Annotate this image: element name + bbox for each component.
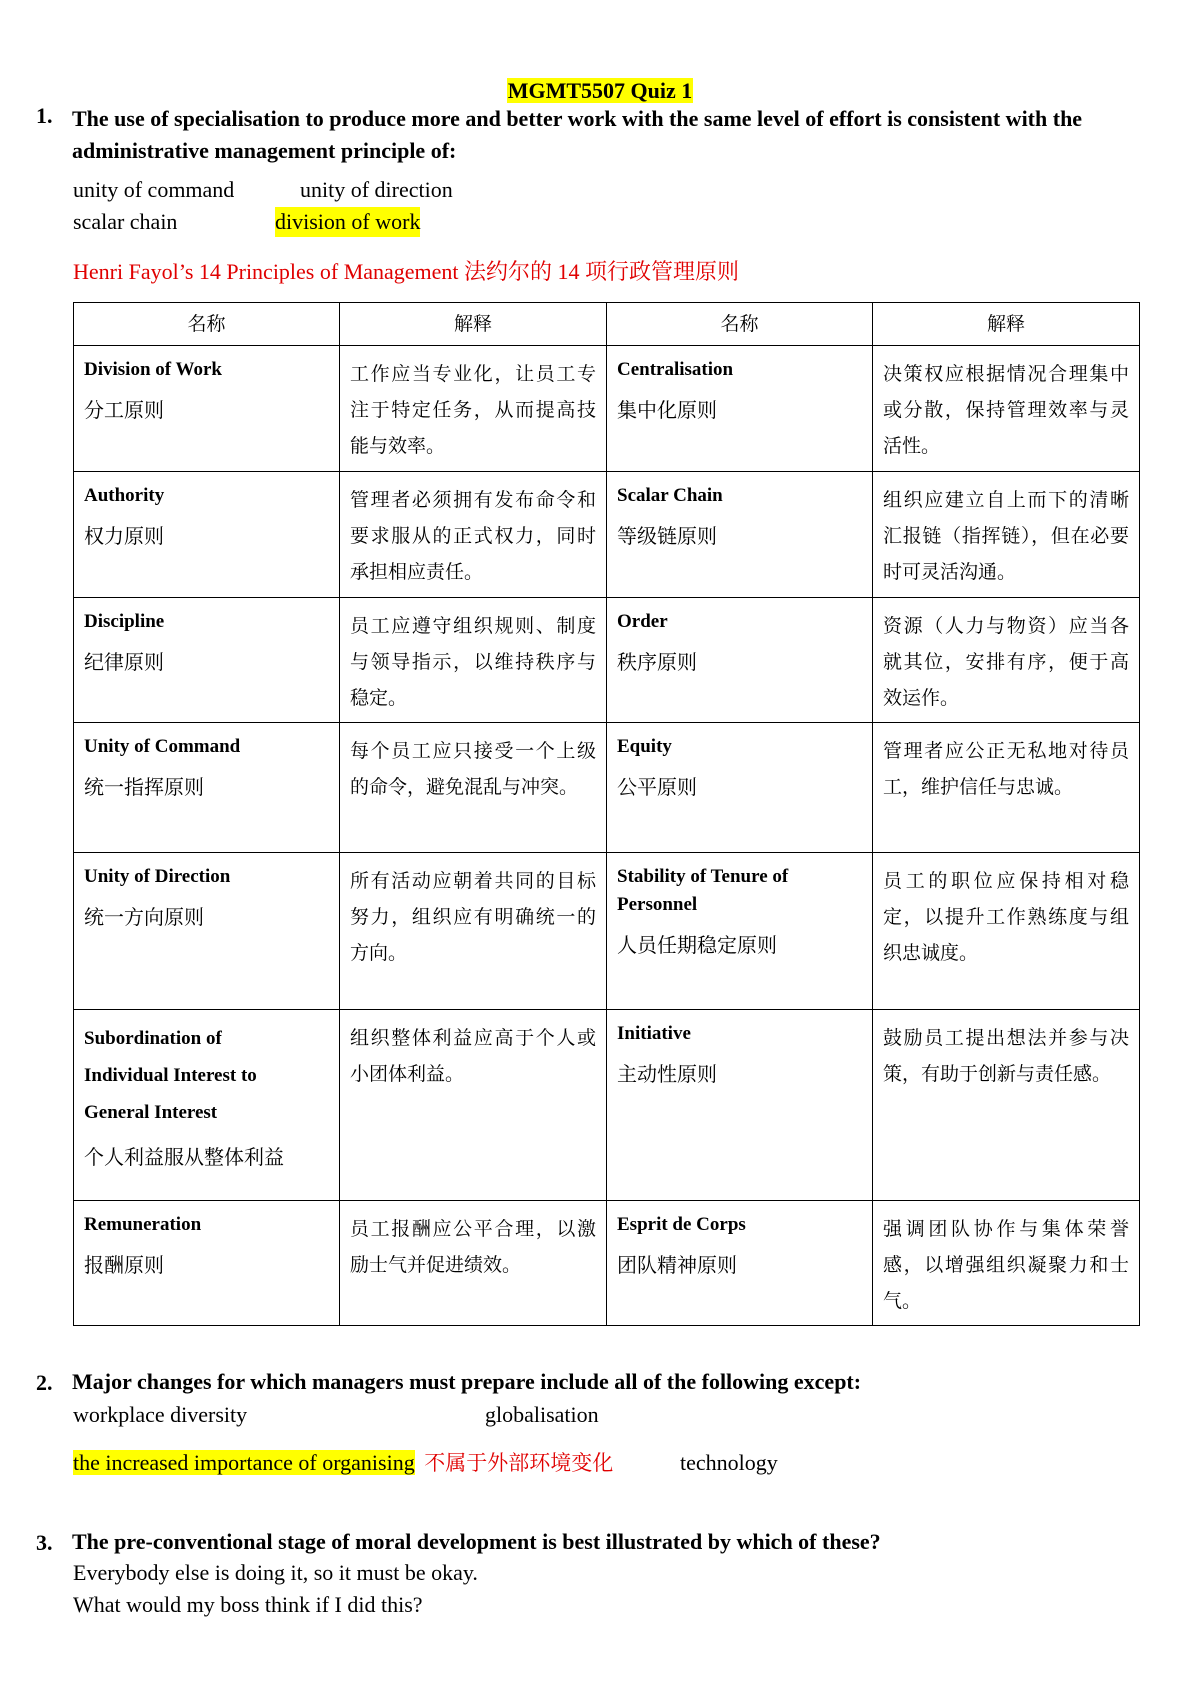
q2-option-a: workplace diversity [73,1402,248,1427]
q2-option-b: globalisation [485,1402,599,1427]
question-text: The use of specialisation to produce more and better work with the same level of effort is consistent with the administrative management principle of: [72,106,1083,163]
table-cell: 决策权应根据情况合理集中或分散，保持管理效率与灵活性。 [873,346,1140,472]
table-cell: 所有活动应朝着共同的目标努力，组织应有明确统一的方向。 [340,853,607,1010]
table-row [74,472,1140,598]
table-cell: Centralisation 集中化原则 [607,346,873,472]
q1-option-c: scalar chain [73,209,178,234]
table-cell: Stability of Tenure of Personnel 人员任期稳定原则 [607,853,873,1010]
table-row [74,598,1140,723]
table-cell: 组织整体利益应高于个人或小团体利益。 [340,1010,607,1201]
table-header-row [74,303,1140,346]
table-row [74,1010,1140,1201]
q1-option-b: unity of direction [300,177,453,202]
table-cell: Unity of Direction 统一方向原则 [74,853,340,1010]
q3-option-b: What would my boss think if I did this? [73,1592,423,1617]
table-row [74,723,1140,853]
table-cell: Scalar Chain 等级链原则 [607,472,873,598]
fayol-principles-table [73,302,1140,1326]
q3-option-a: Everybody else is doing it, so it must be okay. [73,1560,478,1585]
table-cell: 管理者必须拥有发布命令和要求服从的正式权力，同时承担相应责任。 [340,472,607,598]
question-number: 1. [36,103,53,128]
table-row [74,346,1140,472]
table-cell: Esprit de Corps 团队精神原则 [607,1201,873,1326]
table-cell: Equity 公平原则 [607,723,873,853]
table-cell: 资源（人力与物资）应当各就其位，安排有序，便于高效运作。 [873,598,1140,723]
column-header: 名称 [607,303,873,346]
page-title: MGMT5507 Quiz 1 [507,78,693,103]
table-cell: 鼓励员工提出想法并参与决策，有助于创新与责任感。 [873,1010,1140,1201]
table-cell: 员工应遵守组织规则、制度与领导指示，以维持秩序与稳定。 [340,598,607,723]
table-row [74,1201,1140,1326]
question-number: 3. [36,1530,53,1555]
q2-option-c-answer: the increased importance of organising [73,1450,415,1475]
table-cell: Unity of Command 统一指挥原则 [74,723,340,853]
table-cell: 工作应当专业化，让员工专注于特定任务，从而提高技能与效率。 [340,346,607,472]
column-header: 解释 [340,303,607,346]
table-cell: Subordination of Individual Interest to General Interest 个人利益服从整体利益 [74,1010,340,1201]
table-cell: Initiative 主动性原则 [607,1010,873,1201]
q2-option-c [73,1448,613,1478]
table-cell: Discipline 纪律原则 [74,598,340,723]
table-row [74,853,1140,1010]
column-header: 解释 [873,303,1140,346]
column-header: 名称 [74,303,340,346]
q1-option-d-answer: division of work [275,207,420,237]
answer-note: 不属于外部环境变化 [424,1451,614,1475]
table-cell: Remuneration 报酬原则 [74,1201,340,1326]
question-number: 2. [36,1370,53,1395]
question-1 [36,103,1146,223]
table-cell: 员工报酬应公平合理，以激励士气并促进绩效。 [340,1201,607,1326]
fayol-heading: Henri Fayol’s 14 Principles of Management 法约尔的 14 项行政管理原则 [73,259,740,284]
table-cell: 组织应建立自上而下的清晰汇报链（指挥链），但在必要时可灵活沟通。 [873,472,1140,598]
q1-option-a: unity of command [73,177,235,202]
table-cell: Authority 权力原则 [74,472,340,598]
table-cell: 管理者应公正无私地对待员工，维护信任与忠诚。 [873,723,1140,853]
table-cell: 员工的职位应保持相对稳定，以提升工作熟练度与组织忠诚度。 [873,853,1140,1010]
table-cell: Division of Work 分工原则 [74,346,340,472]
table-cell: 每个员工应只接受一个上级的命令，避免混乱与冲突。 [340,723,607,853]
q2-option-d: technology [680,1450,778,1475]
question-text: The pre-conventional stage of moral development is best illustrated by which of these? [72,1529,881,1554]
question-text: Major changes for which managers must prepare include all of the following except: [72,1369,862,1394]
table-cell: Order 秩序原则 [607,598,873,723]
table-cell: 强调团队协作与集体荣誉感，以增强组织凝聚力和士气。 [873,1201,1140,1326]
